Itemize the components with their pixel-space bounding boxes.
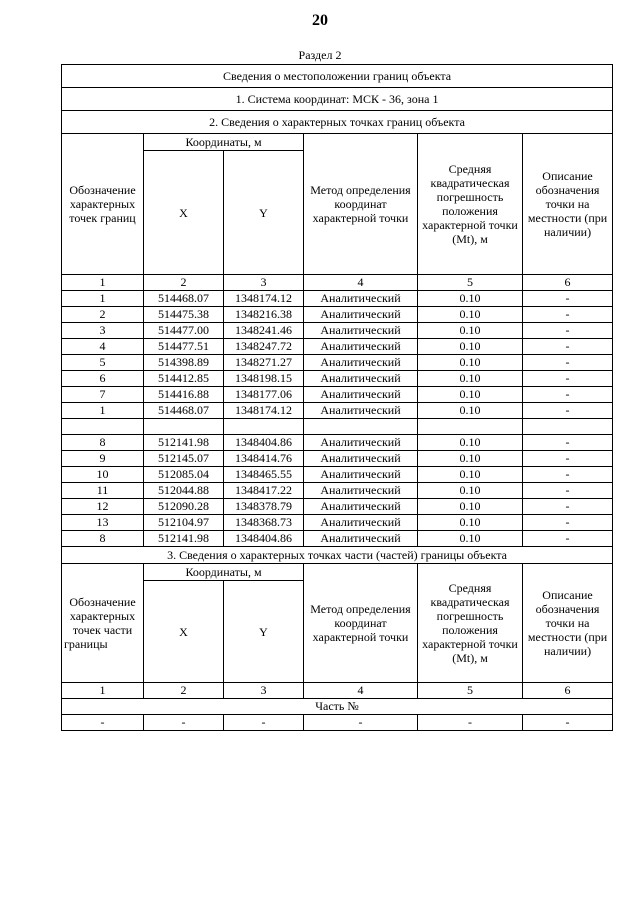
table-cell: 0.10 (418, 435, 523, 451)
table-cell: 514398.89 (144, 355, 224, 371)
table-cell: - (523, 387, 613, 403)
table-cell: 514416.88 (144, 387, 224, 403)
table-row (62, 515, 613, 531)
table-cell: - (523, 307, 613, 323)
table-cell: 1348241.46 (224, 323, 304, 339)
table-cell: Аналитический (304, 531, 418, 547)
table-cell: 5 (62, 355, 144, 371)
table-cell: - (523, 355, 613, 371)
table-row (62, 355, 613, 371)
table-cell: 8 (62, 531, 144, 547)
table-row (62, 307, 613, 323)
header-x-part: X (144, 581, 224, 683)
table-cell: 9 (62, 451, 144, 467)
table-cell: Аналитический (304, 339, 418, 355)
header-description: Описание обозначения точки на местности (при наличии) (523, 134, 613, 275)
col-number: 2 (144, 683, 224, 699)
table-cell: 10 (62, 467, 144, 483)
table-cell: - (523, 339, 613, 355)
table-cell: Аналитический (304, 387, 418, 403)
col-number: 6 (523, 275, 613, 291)
header-error-part: Средняя квадратическая погрешность положения характерной точки (Mt), м (418, 564, 523, 683)
table-cell: 514475.38 (144, 307, 224, 323)
table-cell: 1348404.86 (224, 531, 304, 547)
table-cell: - (523, 515, 613, 531)
table-cell: 514468.07 (144, 291, 224, 307)
table-cell: - (523, 291, 613, 307)
empty-separator-row (62, 419, 613, 435)
table-cell: 0.10 (418, 483, 523, 499)
table-cell: 1348216.38 (224, 307, 304, 323)
table-cell: Аналитический (304, 291, 418, 307)
table-cell: 0.10 (418, 467, 523, 483)
table-cell: 7 (62, 387, 144, 403)
table-cell: Аналитический (304, 371, 418, 387)
table-cell: 1348414.76 (224, 451, 304, 467)
table-cell: 3 (62, 323, 144, 339)
section-label: Раздел 2 (298, 48, 342, 62)
table-cell: 1348378.79 (224, 499, 304, 515)
section3-title: 3. Сведения о характерных точках части (частей) границы объекта (62, 547, 613, 564)
part-cell: - (523, 715, 613, 731)
table-cell: - (523, 371, 613, 387)
section2-title: 2. Сведения о характерных точках границ объекта (62, 111, 613, 134)
table-title: Сведения о местоположении границ объекта (62, 65, 613, 88)
table-cell: Аналитический (304, 451, 418, 467)
header-method: Метод определения координат характерной точки (304, 134, 418, 275)
table-row (62, 323, 613, 339)
table-cell: 0.10 (418, 355, 523, 371)
table-row (62, 387, 613, 403)
table-cell: 0.10 (418, 339, 523, 355)
header-y: Y (224, 151, 304, 275)
table-cell: - (523, 323, 613, 339)
table-cell: 514468.07 (144, 403, 224, 419)
table-cell: - (523, 403, 613, 419)
table-cell: 512141.98 (144, 531, 224, 547)
part-row (62, 715, 613, 731)
table-cell: 512044.88 (144, 483, 224, 499)
table-cell: 11 (62, 483, 144, 499)
coord-system: 1. Система координат: МСК - 36, зона 1 (62, 88, 613, 111)
table-row (62, 451, 613, 467)
column-numbers-row (62, 275, 613, 291)
header-y-part: Y (224, 581, 304, 683)
table-cell: 512104.97 (144, 515, 224, 531)
table-cell: 0.10 (418, 307, 523, 323)
col-number: 5 (418, 683, 523, 699)
table-cell: 514412.85 (144, 371, 224, 387)
group2-rows (62, 435, 613, 547)
table-row (62, 403, 613, 419)
table-row (62, 371, 613, 387)
table-cell: 0.10 (418, 451, 523, 467)
table-cell: Аналитический (304, 355, 418, 371)
group1-rows (62, 291, 613, 419)
table-cell: 6 (62, 371, 144, 387)
table-row (62, 467, 613, 483)
header-x: X (144, 151, 224, 275)
table-cell: 0.10 (418, 387, 523, 403)
header-method-part: Метод определения координат характерной точки (304, 564, 418, 683)
table-cell: 1 (62, 291, 144, 307)
table-cell: 1 (62, 403, 144, 419)
table-cell: Аналитический (304, 435, 418, 451)
table-cell: 2 (62, 307, 144, 323)
table-cell: 1348368.73 (224, 515, 304, 531)
table-cell: 13 (62, 515, 144, 531)
table-cell: Аналитический (304, 323, 418, 339)
part-cell: - (144, 715, 224, 731)
table-cell: Аналитический (304, 483, 418, 499)
table-cell: Аналитический (304, 403, 418, 419)
col-number: 1 (62, 683, 144, 699)
table-cell: - (523, 451, 613, 467)
table-cell: 1348465.55 (224, 467, 304, 483)
table-cell: - (523, 499, 613, 515)
table-cell: Аналитический (304, 499, 418, 515)
table-cell: 0.10 (418, 515, 523, 531)
col-number: 6 (523, 683, 613, 699)
table-cell: 0.10 (418, 499, 523, 515)
table-cell: 0.10 (418, 531, 523, 547)
col-number: 3 (224, 683, 304, 699)
table-cell: 1348174.12 (224, 291, 304, 307)
table-cell: 0.10 (418, 371, 523, 387)
part-cell: - (304, 715, 418, 731)
table-cell: - (523, 531, 613, 547)
col-number: 4 (304, 275, 418, 291)
table-cell: 1348174.12 (224, 403, 304, 419)
header-description-part: Описание обозначения точки на местности (при наличии) (523, 564, 613, 683)
table-cell: 0.10 (418, 291, 523, 307)
header-coordinates-part: Координаты, м (144, 564, 304, 581)
table-cell: 1348271.27 (224, 355, 304, 371)
table-cell: 512085.04 (144, 467, 224, 483)
col-number: 4 (304, 683, 418, 699)
table-cell: 514477.00 (144, 323, 224, 339)
table-row (62, 339, 613, 355)
table-cell: 0.10 (418, 403, 523, 419)
table-cell: 12 (62, 499, 144, 515)
page-number: 20 (312, 12, 328, 29)
table-cell: 8 (62, 435, 144, 451)
header-error: Средняя квадратическая погрешность положения характерной точки (Mt), м (418, 134, 523, 275)
table-cell: 512141.98 (144, 435, 224, 451)
col-number: 2 (144, 275, 224, 291)
col-number: 3 (224, 275, 304, 291)
table-cell: 514477.51 (144, 339, 224, 355)
table-row (62, 291, 613, 307)
table-row (62, 499, 613, 515)
column-numbers-row-part (62, 683, 613, 699)
table-cell: Аналитический (304, 467, 418, 483)
table-cell: 1348198.15 (224, 371, 304, 387)
table-row (62, 435, 613, 451)
header-designation-part: Обозначение характерных точек части границы (62, 564, 144, 683)
table-cell: 1348417.22 (224, 483, 304, 499)
table-cell: Аналитический (304, 515, 418, 531)
part-cell: - (62, 715, 144, 731)
table-cell: - (523, 483, 613, 499)
table-cell: 4 (62, 339, 144, 355)
col-number: 1 (62, 275, 144, 291)
table-cell: 0.10 (418, 323, 523, 339)
table-row (62, 483, 613, 499)
table-cell: - (523, 467, 613, 483)
table-cell: - (523, 435, 613, 451)
table-cell: 1348247.72 (224, 339, 304, 355)
table-cell: 512145.07 (144, 451, 224, 467)
boundary-table (61, 64, 613, 731)
part-cell: - (418, 715, 523, 731)
header-designation: Обозначение характерных точек границ (62, 134, 144, 275)
table-cell: 512090.28 (144, 499, 224, 515)
part-cell: - (224, 715, 304, 731)
table-cell: 1348177.06 (224, 387, 304, 403)
table-row (62, 531, 613, 547)
part-label: Часть № (62, 699, 613, 715)
header-coordinates: Координаты, м (144, 134, 304, 151)
table-cell: 1348404.86 (224, 435, 304, 451)
table-cell: Аналитический (304, 307, 418, 323)
col-number: 5 (418, 275, 523, 291)
